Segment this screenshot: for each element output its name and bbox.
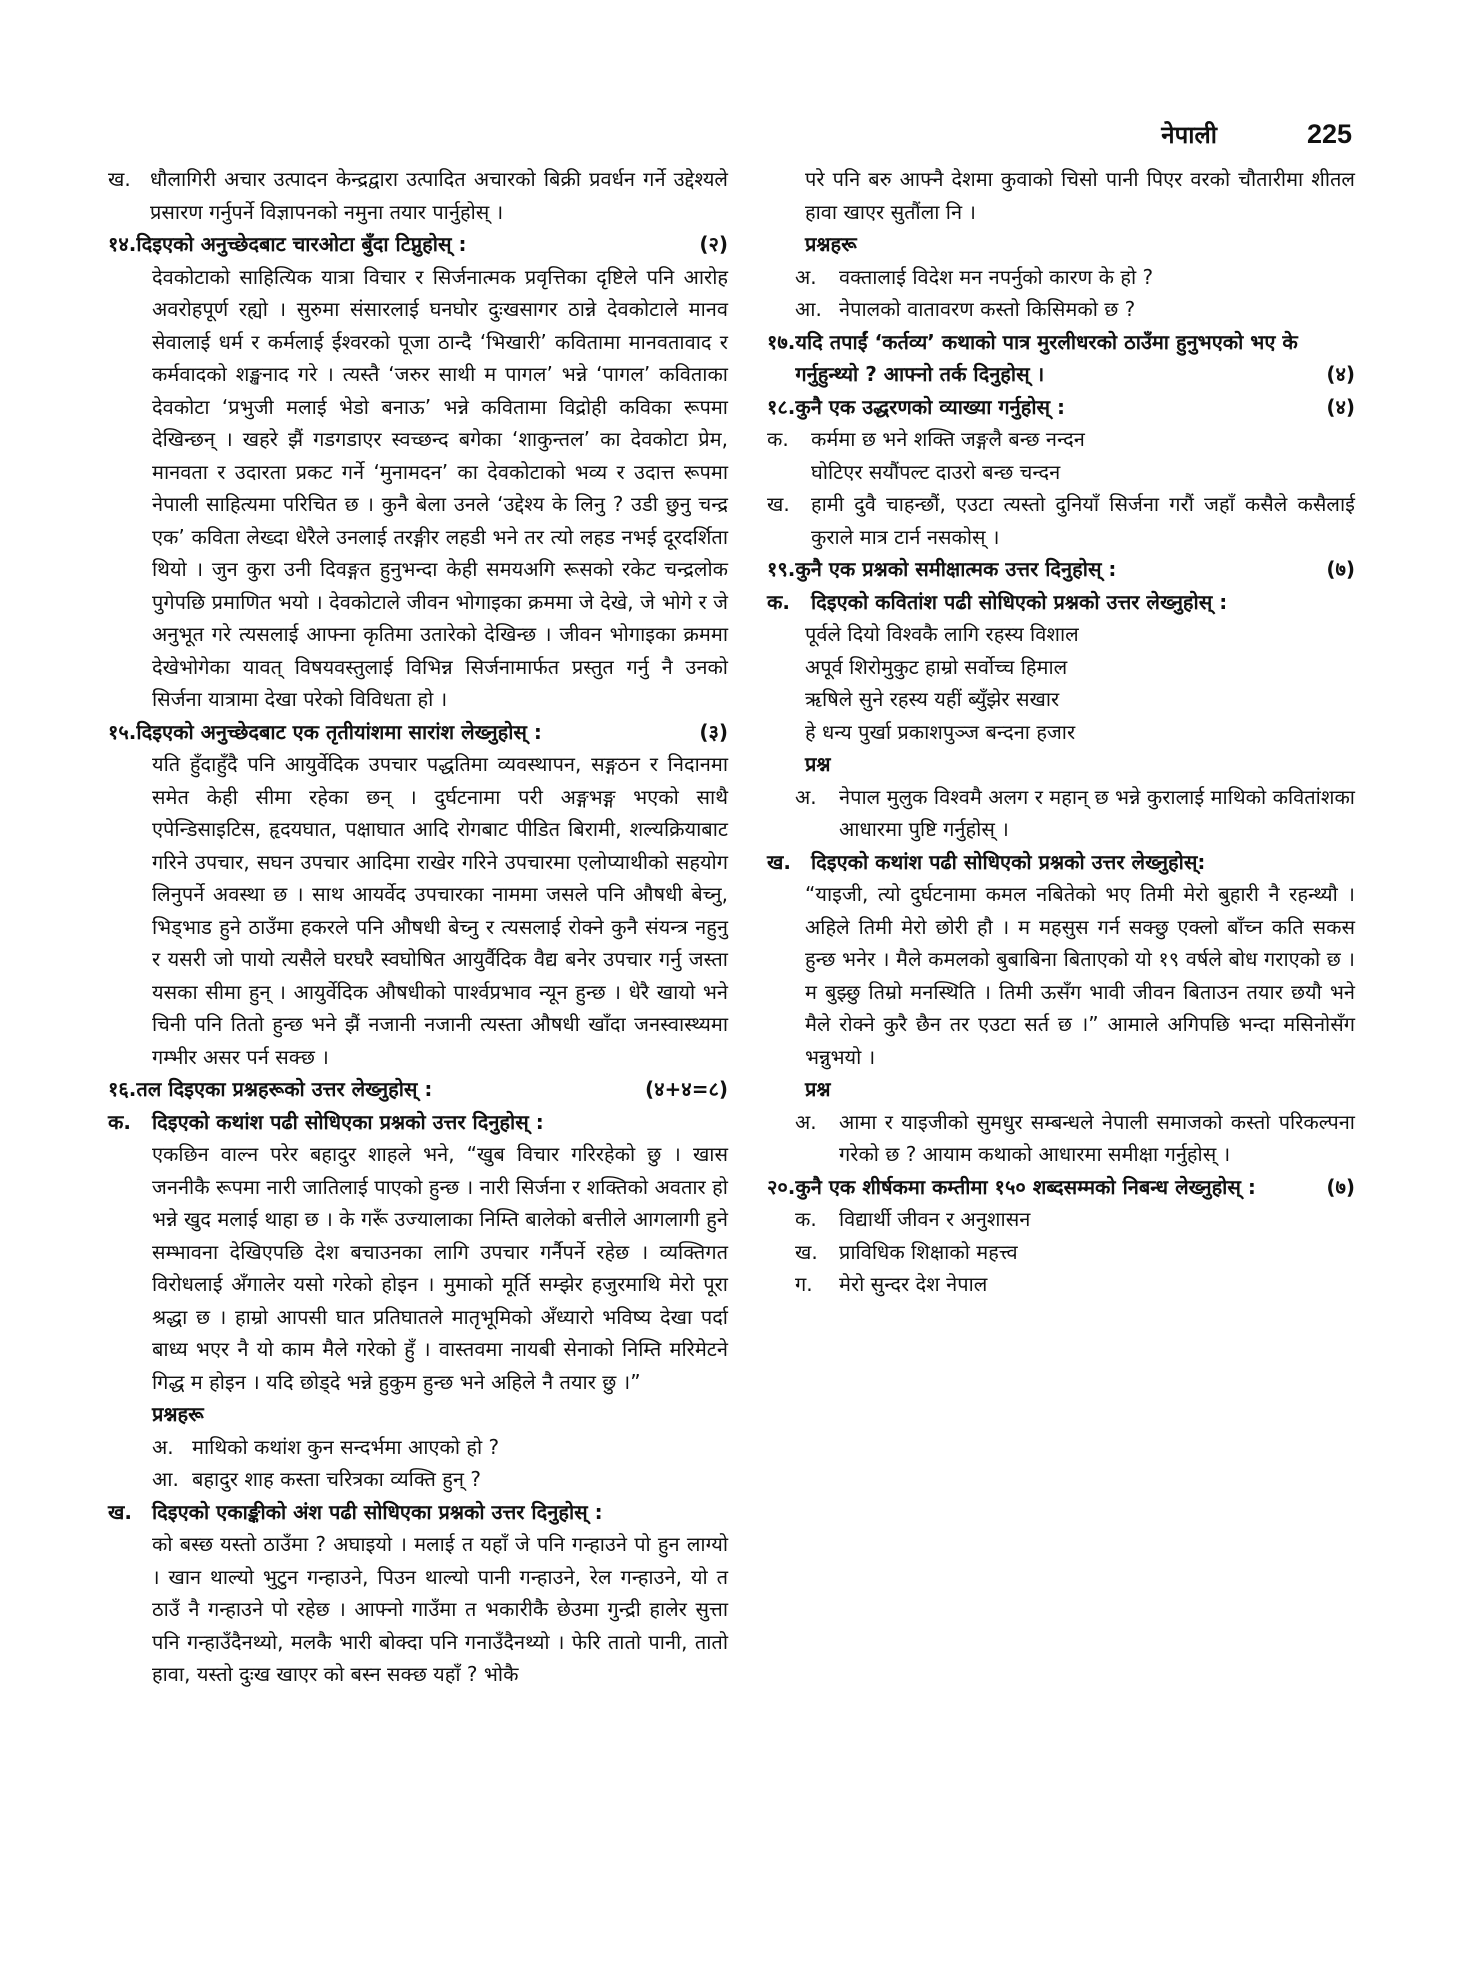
right-column <box>767 163 1355 1301</box>
sub-title: दिइएको कथांश पढी सोधिएको प्रश्नको उत्तर लेख्नुहोस्: <box>811 849 1206 874</box>
question-marks: (७) <box>1326 1174 1355 1199</box>
questions-label: प्रश्नहरू <box>805 232 857 256</box>
poem-verse <box>767 618 1355 748</box>
essay-topic <box>767 1203 1355 1236</box>
sub-label: क. <box>767 589 790 614</box>
question-number: १५. <box>108 719 137 744</box>
question-title: यदि तपाईं ‘कर्तव्य’ कथाको पात्र मुरलीधरको ठाउँमा हुनुभएको भए के गर्नुहुन्थ्यो ? आफ्नो तर्क दिनुहोस् । <box>795 329 1298 386</box>
item-label: ख. <box>108 167 131 191</box>
sub-question-text: आमा र याइजीको सुमधुर सम्बन्धले नेपाली समाजको कस्तो परिकल्पना गरेको छ ? आयाम कथाको आधारमा समीक्षा गर्नुहोस् । <box>839 1109 1355 1166</box>
page-number: 225 <box>1306 119 1352 149</box>
verse-line: ऋषिले सुने रहस्य यहीं ब्युँझेर सखार <box>805 687 1060 711</box>
question-16b-heading <box>108 1496 728 1529</box>
question-title: तल दिइएका प्रश्नहरूको उत्तर लेख्नुहोस् : <box>136 1077 433 1101</box>
sub-title: दिइएको कवितांश पढी सोधिएको प्रश्नको उत्तर लेख्नुहोस् : <box>811 589 1228 614</box>
question-title: दिइएको अनुच्छेदबाट एक तृतीयांशमा सारांश लेख्नुहोस् : <box>136 719 542 744</box>
question-title: कुनै एक शीर्षकमा कम्तीमा १५० शब्दसम्मको निबन्ध लेख्नुहोस् : <box>795 1174 1256 1199</box>
essay-topic <box>767 1268 1355 1301</box>
quote-label: ख. <box>767 492 790 516</box>
quote-lines <box>811 423 1355 488</box>
sub-question <box>767 293 1355 326</box>
passage: “याइजी, त्यो दुर्घटनामा कमल नबितेको भए तिमी मेरो बुहारी नै रहन्थ्यौ । अहिले तिमी मेरो छोरी हौ । म महसुस गर्न सक्छु एक्लो बाँच्न कति सकस हुन्छ भनेर । मैले कमलको बुबाबिना बिताएको यो १९ वर्षले बोध गराएको छ । म बुझ्छु तिम्रो मनस्थिति । तिमी ऊसँग भावी जीवन बिताउन तयार छयौ भने मैले रोक्ने कुरै छैन तर एउटा सर्त छ ।” आमाले अगिपछि भन्दा मसिनोसँग भन्नुभयो । <box>805 882 1355 1069</box>
topic-label: क. <box>795 1207 817 1231</box>
topic-text: मेरो सुन्दर देश नेपाल <box>839 1272 988 1296</box>
question-title: कुनै एक प्रश्नको समीक्षात्मक उत्तर दिनुहोस् : <box>795 557 1117 581</box>
passage: देवकोटाको साहित्यिक यात्रा विचार र सिर्जनात्मक प्रवृत्तिका दृष्टिले पनि आरोह अवरोहपूर्ण रह्यो । सुरुमा संसारलाई घनघोर दुःखसागर ठान्ने देवकोटाले मानव सेवालाई धर्म र कर्मलाई ईश्वरको पूजा ठान्दै ‘भिखारी’ कवितामा मानवतावाद र कर्मवादको शङ्खनाद गरे । त्यस्तै ‘जरुर साथी म पागल’ भन्ने ‘पागल’ कविताका देवकोटा ‘प्रभुजी मलाई भेडो बनाऊ’ भन्ने कवितामा विद्रोही कविका रूपमा देखिन्छन् । खहरे झैं गडगडाएर स्वच्छन्द बगेका ‘शाकुन्तल’ का देवकोटा प्रेम, मानवता र उदारता प्रकट गर्ने ‘मुनामदन’ का देवकोटाको भव्य र उदात्त रूपमा नेपाली साहित्यमा परिचित छ । कुनै बेला उनले ‘उद्देश्य के लिनु ? उडी छुनु चन्द्र एक’ कविता लेख्दा धेरैले उनलाई तरङ्गीर लहडी भने तर त्यो लहड नभई दूरदर्शिता थियो । जुन कुरा उनी दिवङ्गत हुनुभन्दा केही समयअगि रूसको रकेट चन्द्रलोक पुगेपछि प्रमाणित भयो । देवकोटाले जीवन भोगाइका क्रममा जे देखे, जे भोगे र जे अनुभूत गरे त्यसलाई आफ्ना कृतिमा उतारेको देखिन्छ । जीवन भोगाइका क्रममा देखेभोगेका यावत् विषयवस्तुलाई विभिन्न सिर्जनामार्फत प्रस्तुत गर्नु नै उनको सिर्जना यात्रामा देखा परेको विविधता हो । <box>152 264 728 711</box>
sub-question <box>767 1106 1355 1171</box>
question-marks: (३) <box>699 719 728 744</box>
quote-item <box>767 488 1355 553</box>
sub-question <box>767 261 1355 294</box>
question-number: २०. <box>767 1174 796 1199</box>
passage: परे पनि बरु आफ्नै देशमा कुवाको चिसो पानी पिएर वरको चौतारीमा शीतल हावा खाएर सुतौंला नि । <box>805 167 1355 224</box>
question-number: १८. <box>767 394 796 419</box>
question-20-heading <box>767 1171 1355 1204</box>
question-marks: (२) <box>699 232 728 256</box>
sub-label: ख. <box>767 849 791 874</box>
question-14-body <box>108 261 728 716</box>
question-19-heading <box>767 553 1355 586</box>
verse-line: पूर्वले दियो विश्वकै लागि रहस्य विशाल <box>805 622 1079 646</box>
verse-line: अपूर्व शिरोमुकुट हाम्रो सर्वोच्च हिमाल <box>805 654 1068 679</box>
question-number: १७. <box>767 329 796 354</box>
essay-topic <box>767 1236 1355 1269</box>
question-label: प्रश्न <box>805 1077 831 1101</box>
subject-title: नेपाली <box>1161 121 1217 149</box>
question-number: १६. <box>108 1077 137 1101</box>
sub-question-label: आ. <box>152 1467 179 1491</box>
question-number: १९. <box>767 557 796 581</box>
sub-title: दिइएको कथांश पढी सोधिएका प्रश्नको उत्तर दिनुहोस् : <box>152 1109 544 1134</box>
passage: एकछिन वाल्न परेर बहादुर शाहले भने, “खुब विचार गरिरहेको छु । खास जननीकै रूपमा नारी जातिलाई पाएको हुन्छ । नारी सिर्जना र शक्तिको अवतार हो भन्ने खुद मलाई थाहा छ । के गरूँ उज्यालाका निम्ति बालेको बत्तीले आगलागी हुने सम्भावना देखिएपछि देश बचाउनका लागि उपचार गर्नैपर्ने रहेछ । व्यक्तिगत विरोधलाई अँगालेर यसो गरेको होइन । मुमाको मूर्ति सम्झेर हजुरमाथि मेरो पूरा श्रद्धा छ । हाम्रो आपसी घात प्रतिघातले मातृभूमिको अँध्यारो भविष्य देखा पर्दा बाध्य भएर नै यो काम मैले गरेको हुँ । वास्तवमा नायबी सेनाको निम्ति मरिमेटने गिद्ध म होइन । यदि छोड्दे भन्ने हुकुम हुन्छ भने अहिले नै तयार छु ।” <box>152 1142 728 1394</box>
q13b <box>108 163 728 228</box>
sub-question <box>767 781 1355 846</box>
verse-line: हे धन्य पुर्खा प्रकाशपुञ्ज बन्दना हजार <box>805 719 1076 744</box>
sub-label: ख. <box>108 1499 132 1524</box>
passage: यति हुँदाहुँदै पनि आयुर्वेदिक उपचार पद्धतिमा व्यवस्थापन, सङ्गठन र निदानमा समेत केही सीमा रहेका छन् । दुर्घटनामा परी अङ्गभङ्ग भएको साथै एपेन्डिसाइटिस, हृदयघात, पक्षाघात आदि रोगबाट पीडित बिरामी, शल्यक्रियाबाट गरिने उपचार, सघन उपचार आदिमा राखेर गरिने उपचारमा एलोप्याथीको सहयोग लिनुपर्ने अवस्था छ । साथ आयर्वेद उपचारका नाममा जसले पनि औषधी बेच्नु, भिड्भाड हुने ठाउँमा हकरले पनि औषधी बेच्नु र त्यसलाई रोक्ने कुनै संयन्त्र नहुनु र यसरी जो पायो त्यसैले घरघरै स्वघोषित आयुर्वैदिक वैद्य बनेर उपचार गर्नु जस्ता यसका सीमा हुन् । आयुर्वेदिक औषधीको पार्श्वप्रभाव न्यून हुन्छ । धेरै खायो भने चिनी पनि तितो हुन्छ भने झैं नजानी नजानी त्यस्ता औषधी खाँदा जनस्वास्थ्यमा गम्भीर असर पर्न सक्छ । <box>152 752 728 1069</box>
question-16b-body <box>108 1528 728 1691</box>
question-19b-heading <box>767 846 1355 879</box>
question-18-heading <box>767 391 1355 424</box>
sub-question-label: अ. <box>795 1109 817 1134</box>
sub-question-text: बहादुर शाह कस्ता चरित्रका व्यक्ति हुन् ? <box>192 1467 481 1491</box>
question-label-wrap <box>767 748 1355 781</box>
question-16a-heading <box>108 1106 728 1139</box>
question-19b-body <box>767 878 1355 1073</box>
question-16-heading <box>108 1073 728 1106</box>
topic-text: विद्यार्थी जीवन र अनुशासन <box>839 1207 1031 1231</box>
question-marks: (४) <box>1326 362 1355 386</box>
quote-text: हामी दुवै चाहन्छौं, एउटा त्यस्तो दुनियाँ सिर्जना गरौं जहाँ कसैले कसैलाई कुराले मात्र टार्न नसकोस् । <box>811 492 1355 549</box>
questions-label: प्रश्नहरू <box>152 1402 204 1426</box>
quote-line: कर्ममा छ भने शक्ति जङ्गलै बन्छ नन्दन <box>811 427 1085 451</box>
sub-question-label: आ. <box>795 297 822 321</box>
sub-question-text: माथिको कथांश कुन सन्दर्भमा आएको हो ? <box>192 1434 500 1459</box>
question-marks: (४) <box>1326 394 1355 419</box>
sub-question-text: नेपालको वातावरण कस्तो किसिमको छ ? <box>839 297 1136 321</box>
question-16a-body <box>108 1138 728 1398</box>
question-title: कुनै एक उद्धरणको व्याख्या गर्नुहोस् : <box>795 394 1065 419</box>
sub-question-label: अ. <box>795 784 817 809</box>
questions-label-wrap <box>108 1398 728 1431</box>
sub-title: दिइएको एकाङ्कीको अंश पढी सोधिएका प्रश्नको उत्तर दिनुहोस् : <box>152 1499 603 1524</box>
question-label: प्रश्न <box>805 752 831 776</box>
question-19a-heading <box>767 586 1355 619</box>
item-text: धौलागिरी अचार उत्पादन केन्द्रद्वारा उत्पादित अचारको बिक्री प्रवर्धन गर्ने उद्देश्यले प्रसारण गर्नुपर्ने विज्ञापनको नमुना तयार पार्नुहोस् । <box>150 167 728 224</box>
topic-label: ग. <box>795 1272 813 1296</box>
sub-question <box>108 1463 728 1496</box>
question-title: दिइएको अनुच्छेदबाट चारओटा बुँदा टिप्नुहोस् : <box>136 232 467 256</box>
sub-question-label: अ. <box>795 264 817 289</box>
left-column <box>108 163 728 1691</box>
passage: को बस्छ यस्तो ठाउँमा ? अघाइयो । मलाई त यहाँ जे पनि गन्हाउने पो हुन लाग्यो । खान थाल्यो भुटुन गन्हाउने, पिउन थाल्यो पानी गन्हाउने, रेल गन्हाउने, यो त ठाउँ नै गन्हाउने पो रहेछ । आफ्नो गाउँमा त भकारीकै छेउमा गुन्द्री हालेर सुत्ता पनि गन्हाउँदैनथ्यो, मलकै भारी बोक्दा पनि गनाउँदैनथ्यो । फेरि तातो पानी, तातो हावा, यस्तो दुःख खाएर को बस्न सक्छ यहाँ ? भोकै <box>152 1532 728 1686</box>
questions-label-wrap <box>767 228 1355 261</box>
sub-question-text: वक्तालाई विदेश मन नपर्नुको कारण के हो ? <box>839 264 1154 289</box>
topic-text: प्राविधिक शिक्षाको महत्त्व <box>839 1239 1018 1264</box>
quote-line: घोटिएर सयौंपल्ट दाउरो बन्छ चन्दन <box>811 459 1061 484</box>
sub-question <box>108 1431 728 1464</box>
question-15-heading <box>108 716 728 749</box>
quote-item <box>767 423 1355 488</box>
quote-label: क. <box>767 427 789 451</box>
page-header <box>1161 118 1352 151</box>
question-17-heading <box>767 326 1355 391</box>
question-16b-continued <box>767 163 1355 228</box>
question-number: १४. <box>108 232 137 256</box>
topic-label: ख. <box>795 1239 818 1264</box>
sub-question-text: नेपाल मुलुक विश्वमै अलग र महान् छ भन्ने कुरालाई माथिको कवितांशका आधारमा पुष्टि गर्नुहोस् । <box>839 784 1355 841</box>
question-marks: (७) <box>1326 557 1355 581</box>
question-14-heading <box>108 228 728 261</box>
sub-label: क. <box>108 1109 131 1134</box>
question-15-body <box>108 748 728 1073</box>
question-marks: (४+४=८) <box>645 1077 728 1101</box>
sub-question-label: अ. <box>152 1434 174 1459</box>
question-label-wrap <box>767 1073 1355 1106</box>
